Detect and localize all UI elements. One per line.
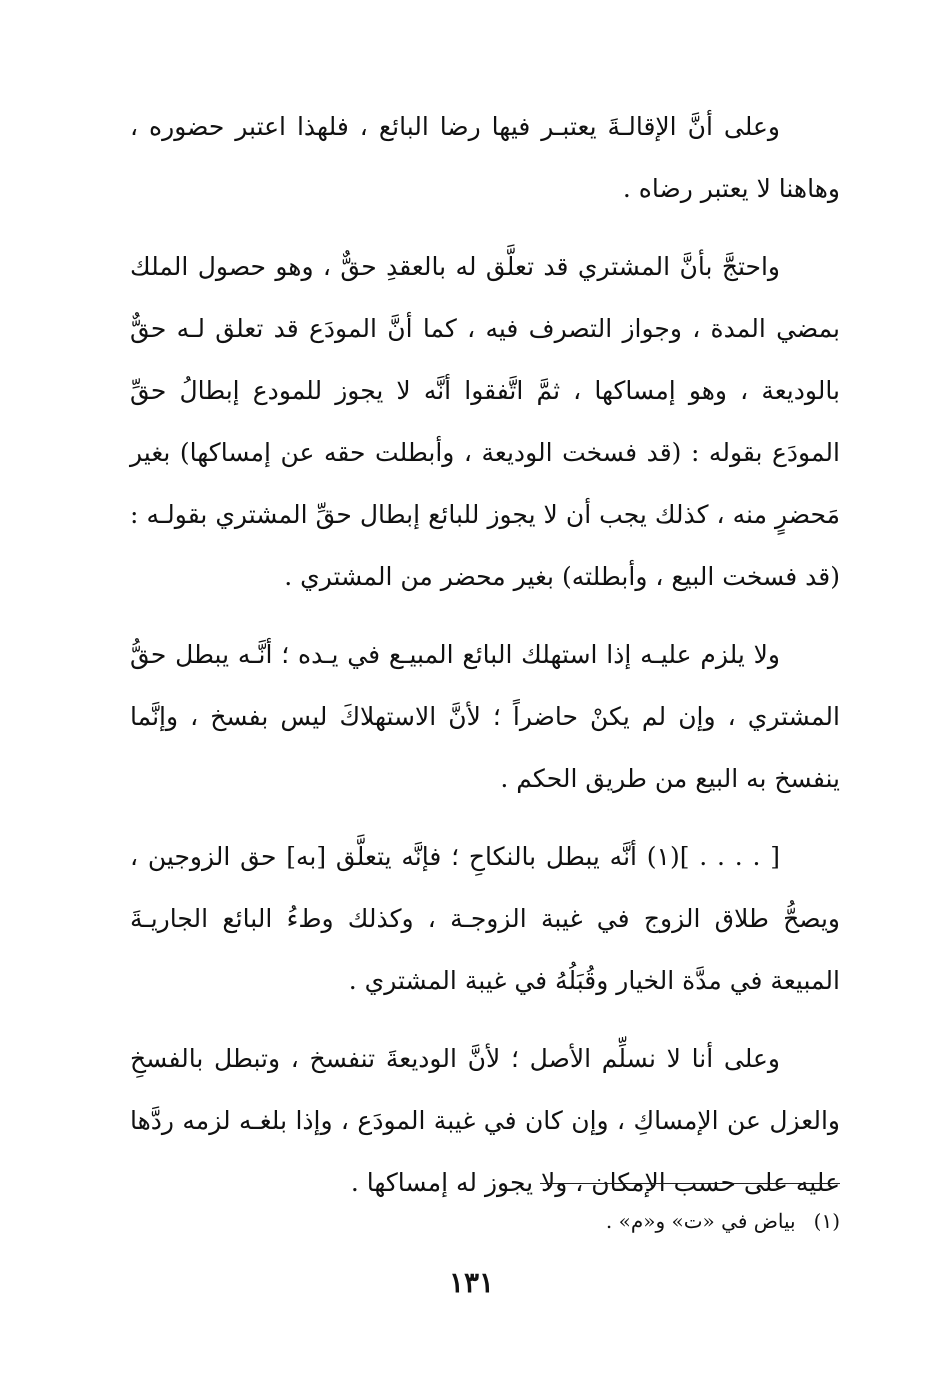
paragraph: [ . . . . ](١) أنَّه يبطل بالنكاحِ ؛ فإنَّه يتعلَّق [به] حق الزوجين ، ويصحُّ طلاق الزوج في غيبة الزوجـة ، وكذلك وطءُ البائع الجاريـةَ المبيعة في مدَّة الخيار وقُبَلُهُ في غيبة المشتري . xyxy=(130,842,840,995)
footnote-divider xyxy=(540,1183,840,1184)
footnote-number: (١) xyxy=(813,1209,840,1233)
paragraph: وعلى أنا لا نسلِّم الأصل ؛ لأنَّ الوديعةَ تنفسخ ، وتبطل بالفسخِ والعزل عن الإمساكِ ، وإن كان في غيبة المودَع ، وإذا بلغـه لزمه ردَّها عليه على حسب الإمكان ، ولا يجوز له إمساكها . xyxy=(130,1044,840,1197)
footnote xyxy=(130,1205,840,1237)
paragraph: وعلى أنَّ الإقالـةَ يعتبـر فيها رضا البائع ، فلهذا اعتبر حضوره ، وهاهنا لا يعتبر رضاه . xyxy=(130,112,840,203)
paragraph: واحتجَّ بأنَّ المشتري قد تعلَّق له بالعقدِ حقٌّ ، وهو حصول الملك بمضي المدة ، وجواز التصرف فيه ، كما أنَّ المودَع قد تعلق لـه حقٌّ بالوديعة ، وهو إمساكها ، ثمَّ اتَّفقوا أنَّه لا يجوز للمودع إبطالُ حقِّ المودَع بقوله : (قد فسخت الوديعة ، وأبطلت حقه عن إمساكها) بغير مَحضرٍ منه ، كذلك يجب أن لا يجوز للبائع إبطال حقِّ المشتري بقولـه : (قد فسخت البيع ، وأبطلته) بغير محضر من المشتري . xyxy=(130,252,840,591)
paragraph: ولا يلزم عليـه إذا استهلك البائع المبيـع في يـده ؛ أنَّـه يبطل حقُّ المشتري ، وإن لم يكنْ حاضراً ؛ لأنَّ الاستهلاكَ ليس بفسخ ، وإنَّما ينفسخ به البيع من طريق الحكم . xyxy=(130,640,840,793)
body-text xyxy=(130,96,840,1214)
footnote-text: بياض في «ت» و«م» . xyxy=(605,1209,796,1233)
page-number: ١٣١ xyxy=(448,1266,495,1299)
